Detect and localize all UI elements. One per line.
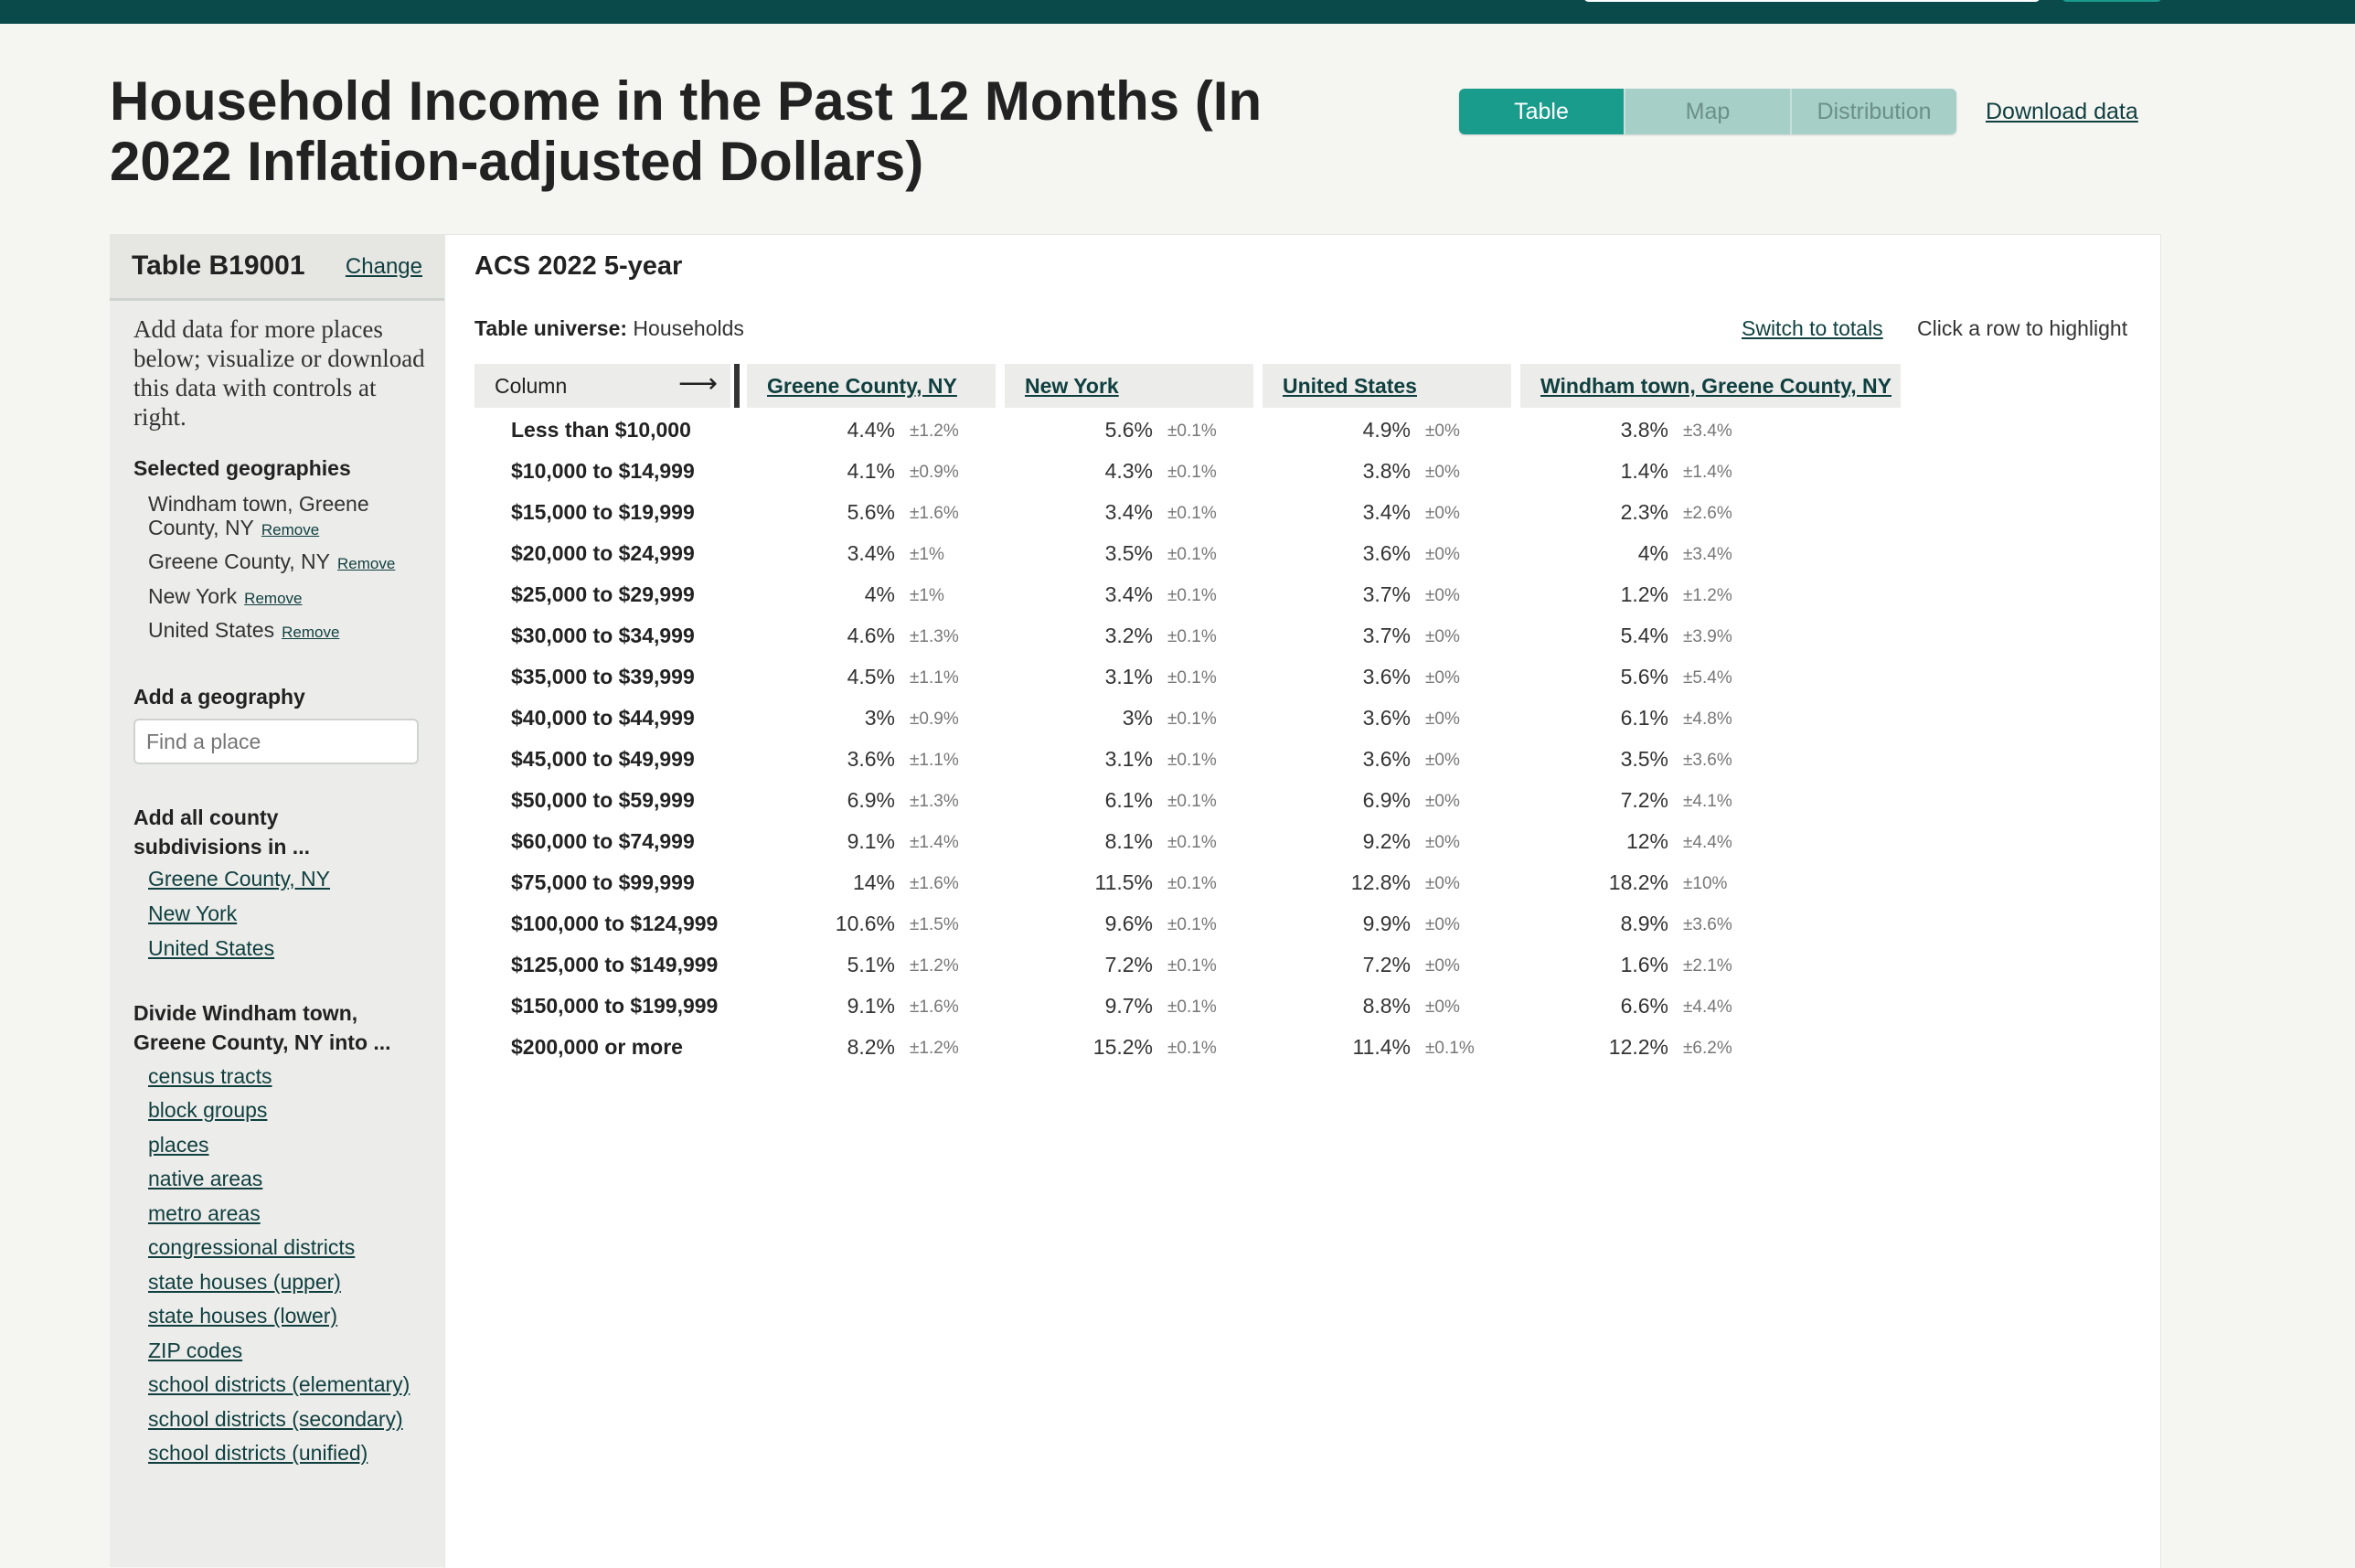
cell-value: 3.1% [1104, 747, 1153, 771]
cell-margin-of-error: ±1.2% [910, 956, 959, 976]
cell-value: 8.9% [1620, 912, 1668, 935]
cell-value: 6.1% [1620, 706, 1668, 730]
cell-value: 5.1% [847, 953, 895, 976]
cell-margin-of-error: ±0% [1425, 586, 1460, 605]
cell-value: 3.4% [1362, 500, 1411, 524]
cell-value: 3% [864, 706, 895, 730]
cell-value: 5.6% [1104, 418, 1153, 442]
cell-margin-of-error: ±0.1% [1167, 504, 1217, 523]
divide-link-state-houses-upper[interactable]: state houses (upper) [148, 1270, 341, 1294]
cell-margin-of-error: ±3.6% [1683, 915, 1732, 934]
cell-margin-of-error: ±6.2% [1683, 1039, 1732, 1058]
cell-value: 12% [1625, 829, 1668, 853]
geo-column-header [747, 364, 996, 408]
cell-margin-of-error: ±0% [1425, 956, 1460, 976]
cell-margin-of-error: ±1.2% [910, 421, 959, 441]
cell-margin-of-error: ±0.1% [1167, 463, 1217, 482]
cell-margin-of-error: ±0.1% [1425, 1039, 1475, 1058]
cell-margin-of-error: ±1.4% [910, 833, 959, 852]
cell-value: 6.6% [1620, 994, 1668, 1018]
row-label: $35,000 to $39,999 [511, 665, 695, 688]
geo-column-header [1263, 364, 1511, 408]
cell-value: 3.4% [1104, 582, 1153, 606]
cell-value: 1.4% [1620, 459, 1668, 483]
data-table-panel [444, 234, 2161, 1568]
row-label: $200,000 or more [511, 1035, 683, 1059]
row-label: $10,000 to $14,999 [511, 459, 695, 483]
geo-header-link-windham-town[interactable]: Windham town, Greene County, NY [1540, 373, 1891, 398]
cell-value: 5.4% [1620, 624, 1668, 647]
remove-geo-link[interactable]: Remove [261, 521, 320, 539]
cell-margin-of-error: ±0.1% [1167, 997, 1217, 1017]
cell-margin-of-error: ±3.4% [1683, 545, 1732, 564]
cell-margin-of-error: ±0% [1425, 421, 1460, 441]
cell-margin-of-error: ±0.1% [1167, 668, 1217, 688]
row-label: $25,000 to $29,999 [511, 582, 695, 606]
cell-value: 7.2% [1362, 953, 1411, 976]
cell-value: 3.1% [1104, 665, 1153, 688]
cell-value: 4.9% [1362, 418, 1411, 442]
page-title: Household Income in the Past 12 Months (In 2022 Inflation-adjusted Dollars) [110, 70, 1263, 192]
table-row[interactable] [474, 575, 2120, 616]
release-title: ACS 2022 5-year [474, 251, 683, 281]
cell-margin-of-error: ±0.1% [1167, 792, 1217, 811]
table-universe [474, 316, 744, 341]
cell-value: 8.1% [1104, 829, 1153, 853]
selected-geo-item [148, 618, 339, 645]
row-label: Less than $10,000 [511, 418, 691, 442]
cell-margin-of-error: ±0% [1425, 874, 1460, 893]
cell-value: 4.3% [1104, 459, 1153, 483]
cell-margin-of-error: ±0.1% [1167, 874, 1217, 893]
add-data-description: Add data for more places below; visualize or download this data with controls at right. [133, 315, 425, 431]
cell-value: 3.5% [1104, 541, 1153, 565]
cell-value: 3.4% [847, 541, 895, 565]
cell-margin-of-error: ±0.1% [1167, 421, 1217, 441]
remove-geo-link[interactable]: Remove [282, 624, 340, 641]
row-label: $150,000 to $199,999 [511, 994, 719, 1018]
cell-value: 4.6% [847, 624, 895, 647]
cell-margin-of-error: ±0.9% [910, 709, 959, 729]
cell-value: 3.6% [1362, 706, 1411, 730]
view-toggle [1459, 89, 1956, 134]
table-row[interactable] [474, 863, 2120, 904]
cell-value: 4.5% [847, 665, 895, 688]
table-row[interactable] [474, 822, 2120, 863]
row-label: $15,000 to $19,999 [511, 500, 695, 524]
cell-margin-of-error: ±2.6% [1683, 504, 1732, 523]
cell-margin-of-error: ±1.2% [910, 1039, 959, 1058]
column-header[interactable] [474, 364, 730, 408]
switch-to-totals-link[interactable]: Switch to totals [1742, 316, 1883, 340]
cell-margin-of-error: ±0% [1425, 463, 1460, 482]
cell-value: 9.7% [1104, 994, 1153, 1018]
divide-link-school-districts-secondary[interactable]: school districts (secondary) [148, 1407, 403, 1431]
cell-margin-of-error: ±0.1% [1167, 956, 1217, 976]
row-label: $50,000 to $59,999 [511, 788, 695, 812]
cell-value: 3.4% [1104, 500, 1153, 524]
cell-margin-of-error: ±4.4% [1683, 997, 1732, 1017]
cell-margin-of-error: ±0% [1425, 709, 1460, 729]
cell-margin-of-error: ±1.1% [910, 751, 959, 770]
remove-geo-link[interactable]: Remove [244, 590, 303, 607]
cell-value: 1.2% [1620, 582, 1668, 606]
header-search-button[interactable] [2062, 0, 2162, 2]
cell-margin-of-error: ±0.1% [1167, 833, 1217, 852]
view-tab-table[interactable]: Table [1459, 89, 1625, 134]
change-table-link[interactable]: Change [345, 254, 422, 279]
cell-value: 6.9% [1362, 788, 1411, 812]
add-all-link-new-york[interactable]: New York [148, 901, 238, 925]
cell-value: 3.8% [1362, 459, 1411, 483]
cell-value: 5.6% [847, 500, 895, 524]
cell-margin-of-error: ±0% [1425, 504, 1460, 523]
view-tab-distribution[interactable]: Distribution [1792, 89, 1956, 134]
cell-margin-of-error: ±0% [1425, 997, 1460, 1017]
cell-margin-of-error: ±0.1% [1167, 545, 1217, 564]
cell-margin-of-error: ±3.9% [1683, 627, 1732, 646]
cell-margin-of-error: ±0.1% [1167, 1039, 1217, 1058]
divide-link-school-districts-elementary[interactable]: school districts (elementary) [148, 1372, 410, 1396]
cell-value: 3.8% [1620, 418, 1668, 442]
row-label: $45,000 to $49,999 [511, 747, 695, 771]
column-header-label: Column [495, 373, 568, 398]
universe-label: Table universe: [474, 316, 628, 340]
view-tab-map[interactable]: Map [1625, 89, 1792, 134]
geo-header-link-greene-county[interactable]: Greene County, NY [767, 373, 957, 398]
table-row[interactable] [474, 534, 2120, 575]
highlight-hint: Click a row to highlight [1917, 316, 2128, 340]
table-row[interactable] [474, 452, 2120, 493]
cell-value: 11.5% [1094, 870, 1153, 894]
cell-margin-of-error: ±0% [1425, 545, 1460, 564]
divide-heading: Divide Windham town, Greene County, NY into ... [133, 1001, 391, 1054]
add-all-subdivisions-heading: Add all county subdivisions in ... [133, 805, 310, 859]
divide-link-school-districts-unified[interactable]: school districts (unified) [148, 1441, 368, 1465]
selected-geographies-heading: Selected geographies [133, 456, 351, 480]
cell-value: 8.8% [1362, 994, 1411, 1018]
cell-value: 3.6% [1362, 747, 1411, 771]
cell-value: 9.6% [1104, 912, 1153, 935]
row-label: $125,000 to $149,999 [511, 953, 719, 976]
table-row[interactable] [474, 1028, 2120, 1069]
sidebar [110, 234, 444, 1567]
cell-value: 10.6% [835, 912, 895, 935]
selected-geo-item [148, 549, 395, 576]
arrow-right-icon: ⟶ [677, 368, 718, 399]
add-all-link-greene-county[interactable]: Greene County, NY [148, 867, 331, 891]
cell-value: 11.4% [1352, 1035, 1411, 1059]
divide-link-census-tracts[interactable]: census tracts [148, 1064, 272, 1088]
top-navigation-bar [0, 0, 2355, 24]
cell-margin-of-error: ±0% [1425, 792, 1460, 811]
divide-link-native-areas[interactable]: native areas [148, 1167, 263, 1190]
cell-margin-of-error: ±1% [910, 545, 944, 564]
geo-column-header [1005, 364, 1253, 408]
table-row[interactable] [474, 781, 2120, 822]
cell-value: 12.2% [1608, 1035, 1668, 1059]
cell-margin-of-error: ±1.2% [1683, 586, 1732, 605]
table-row[interactable] [474, 945, 2120, 987]
cell-value: 12.8% [1350, 870, 1411, 894]
cell-margin-of-error: ±4.4% [1683, 833, 1732, 852]
cell-value: 3.6% [1362, 665, 1411, 688]
table-row[interactable] [474, 493, 2120, 534]
cell-margin-of-error: ±1.3% [910, 627, 959, 646]
row-label: $40,000 to $44,999 [511, 706, 695, 730]
cell-margin-of-error: ±1.4% [1683, 463, 1732, 482]
cell-margin-of-error: ±2.1% [1683, 956, 1732, 976]
cell-value: 1.6% [1620, 953, 1668, 976]
cell-margin-of-error: ±0.9% [910, 463, 959, 482]
add-geography-heading: Add a geography [133, 685, 305, 709]
cell-value: 4.4% [847, 418, 895, 442]
cell-value: 14% [852, 870, 895, 894]
cell-value: 5.6% [1620, 665, 1668, 688]
cell-margin-of-error: ±4.1% [1683, 792, 1732, 811]
selected-geo-name: New York [148, 584, 238, 608]
table-row[interactable] [474, 904, 2120, 945]
cell-margin-of-error: ±1.6% [910, 874, 959, 893]
divide-link-state-houses-lower[interactable]: state houses (lower) [148, 1304, 338, 1328]
cell-value: 4% [1637, 541, 1668, 565]
cell-margin-of-error: ±1.6% [910, 504, 959, 523]
selected-geo-item [148, 492, 422, 542]
cell-margin-of-error: ±0.1% [1167, 751, 1217, 770]
table-row[interactable] [474, 699, 2120, 740]
download-data-link[interactable]: Download data [1986, 99, 2138, 124]
table-row[interactable] [474, 616, 2120, 657]
divide-link-metro-areas[interactable]: metro areas [148, 1201, 261, 1225]
cell-value: 3.7% [1362, 582, 1411, 606]
universe-value: Households [633, 316, 744, 340]
table-row[interactable] [474, 657, 2120, 699]
divide-link-congressional-districts[interactable]: congressional districts [148, 1235, 356, 1259]
row-label: $100,000 to $124,999 [511, 912, 719, 935]
geo-column-header [1520, 364, 1901, 408]
row-label: $30,000 to $34,999 [511, 624, 695, 647]
cell-value: 6.9% [847, 788, 895, 812]
cell-value: 9.1% [847, 994, 895, 1018]
remove-geo-link[interactable]: Remove [337, 555, 396, 572]
cell-margin-of-error: ±0% [1425, 915, 1460, 934]
cell-margin-of-error: ±3.4% [1683, 421, 1732, 441]
cell-value: 9.2% [1362, 829, 1411, 853]
cell-value: 7.2% [1104, 953, 1153, 976]
cell-margin-of-error: ±0% [1425, 627, 1460, 646]
cell-margin-of-error: ±1.6% [910, 997, 959, 1017]
divide-link-zip-codes[interactable]: ZIP codes [148, 1339, 243, 1362]
cell-value: 15.2% [1092, 1035, 1153, 1059]
row-label: $60,000 to $74,999 [511, 829, 695, 853]
cell-margin-of-error: ±1.5% [910, 915, 959, 934]
selected-geo-name: Greene County, NY [148, 549, 331, 573]
cell-margin-of-error: ±0% [1425, 833, 1460, 852]
cell-value: 3.7% [1362, 624, 1411, 647]
geo-header-link-united-states[interactable]: United States [1283, 373, 1417, 398]
cell-margin-of-error: ±0% [1425, 751, 1460, 770]
cell-value: 9.9% [1362, 912, 1411, 935]
cell-margin-of-error: ±1.3% [910, 792, 959, 811]
geo-header-link-new-york[interactable]: New York [1025, 373, 1119, 398]
cell-value: 4% [864, 582, 895, 606]
cell-margin-of-error: ±0.1% [1167, 627, 1217, 646]
cell-margin-of-error: ±1.1% [910, 668, 959, 688]
cell-margin-of-error: ±0.1% [1167, 709, 1217, 729]
column-resize-handle[interactable] [734, 364, 740, 408]
selected-geo-name: Windham town, Greene County, NY [148, 492, 369, 539]
cell-value: 9.1% [847, 829, 895, 853]
cell-value: 7.2% [1620, 788, 1668, 812]
table-row[interactable] [474, 411, 2120, 452]
cell-value: 3% [1122, 706, 1153, 730]
add-all-link-united-states[interactable]: United States [148, 936, 275, 960]
row-label: $75,000 to $99,999 [511, 870, 695, 894]
cell-value: 4.1% [847, 459, 895, 483]
cell-value: 6.1% [1104, 788, 1153, 812]
cell-margin-of-error: ±3.6% [1683, 751, 1732, 770]
table-row[interactable] [474, 740, 2120, 781]
divide-link-block-groups[interactable]: block groups [148, 1098, 268, 1122]
selected-geo-name: United States [148, 618, 275, 642]
table-row[interactable] [474, 987, 2120, 1028]
table-id: Table B19001 [132, 251, 305, 281]
divide-link-places[interactable]: places [148, 1133, 209, 1157]
cell-margin-of-error: ±0.1% [1167, 915, 1217, 934]
cell-margin-of-error: ±4.8% [1683, 709, 1732, 729]
cell-value: 3.6% [1362, 541, 1411, 565]
selected-geo-item [148, 584, 302, 611]
sidebar-header [110, 234, 444, 301]
cell-value: 3.2% [1104, 624, 1153, 647]
cell-value: 18.2% [1608, 870, 1668, 894]
cell-margin-of-error: ±0% [1425, 668, 1460, 688]
header-search-input[interactable] [1583, 0, 2041, 2]
cell-value: 2.3% [1620, 500, 1668, 524]
cell-margin-of-error: ±1% [910, 586, 944, 605]
cell-value: 3.6% [847, 747, 895, 771]
cell-margin-of-error: ±0.1% [1167, 586, 1217, 605]
cell-margin-of-error: ±5.4% [1683, 668, 1732, 688]
find-place-input[interactable] [133, 719, 419, 764]
cell-value: 8.2% [847, 1035, 895, 1059]
cell-margin-of-error: ±10% [1683, 874, 1728, 893]
row-label: $20,000 to $24,999 [511, 541, 695, 565]
cell-value: 3.5% [1620, 747, 1668, 771]
